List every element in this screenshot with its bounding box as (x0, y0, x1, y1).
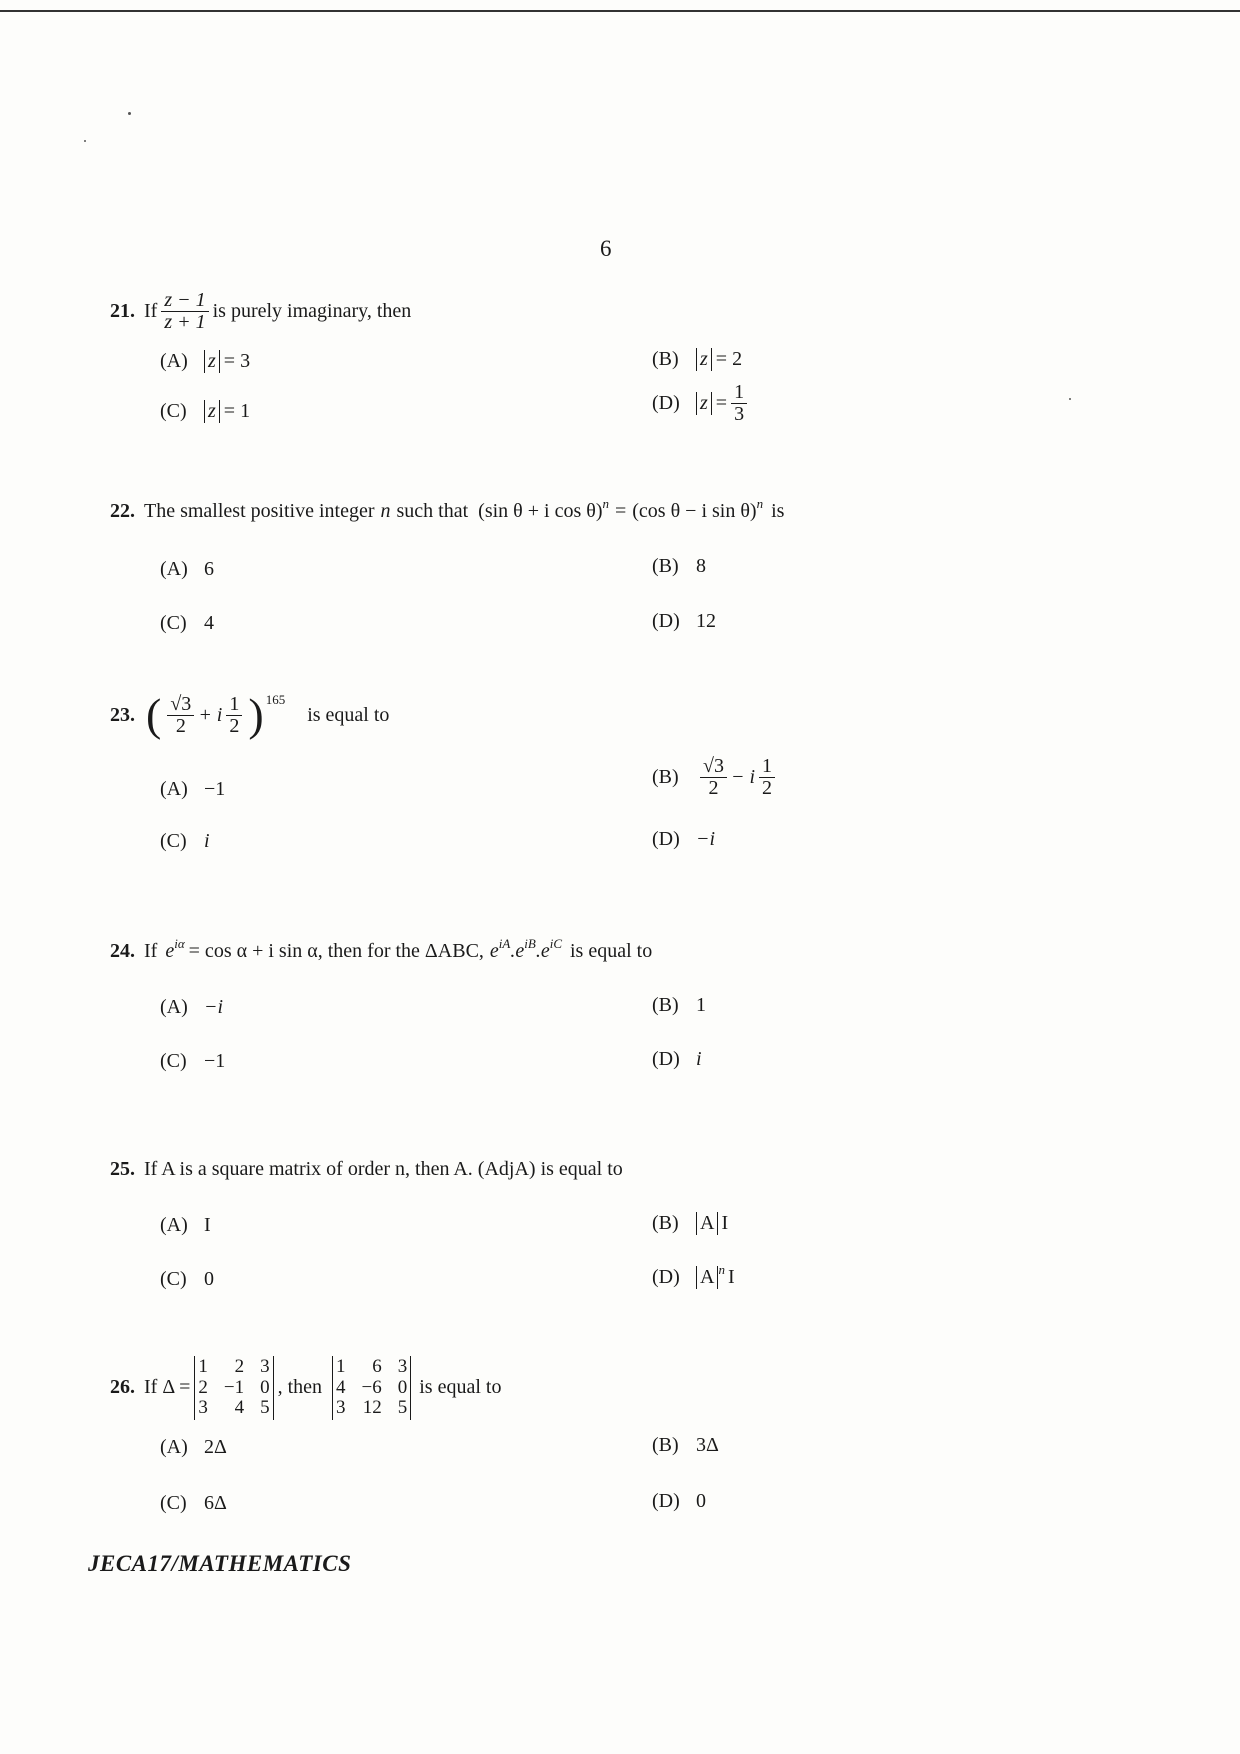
exponent: iB (524, 935, 536, 951)
matrix-entry: −1 (223, 1376, 245, 1398)
determinant-delta (194, 1356, 273, 1420)
option-d[interactable] (652, 1490, 706, 1513)
question-22 (110, 495, 1170, 523)
exponent: iA (498, 935, 511, 951)
abs-value: z (204, 400, 220, 423)
question-text: If Δ = (144, 1376, 191, 1399)
option-value: 6 (204, 558, 214, 580)
option-value: 6Δ (204, 1492, 227, 1514)
minus-i: − i (730, 766, 756, 788)
option-label: (D) (652, 1266, 680, 1288)
scan-speck (128, 112, 131, 115)
option-a[interactable] (160, 778, 225, 801)
exponent: iα (174, 935, 185, 951)
matrix-entry: −6 (361, 1376, 382, 1398)
dot-e: .e (510, 940, 525, 962)
option-label: (D) (652, 610, 680, 632)
matrix-entry: 3 (260, 1356, 270, 1377)
matrix-entry: 5 (260, 1397, 270, 1419)
option-label: (A) (160, 1214, 188, 1236)
option-value: I (727, 1266, 735, 1288)
option-value: −i (204, 996, 224, 1018)
option-label: (B) (652, 1434, 679, 1456)
exponent: iC (549, 935, 562, 951)
equals-sign: = (715, 392, 728, 414)
right-paren: ) (248, 689, 264, 740)
definition: = cos α + i sin α (188, 940, 318, 962)
option-c[interactable] (160, 1268, 214, 1291)
question-text: such that (396, 500, 469, 522)
option-value: 12 (696, 610, 716, 632)
question-text: If A is a square matrix of order n, then A. (AdjA) is equal to (144, 1158, 623, 1180)
matrix-entry: 1 (198, 1356, 208, 1377)
matrix-entry: 3 (336, 1397, 346, 1419)
option-a[interactable] (160, 350, 250, 373)
question-number: 24. (110, 940, 135, 962)
question-text: is equal to (419, 1376, 502, 1399)
option-label: (B) (652, 1212, 679, 1234)
option-d[interactable] (652, 382, 751, 425)
fraction (759, 756, 775, 799)
abs-value: A (696, 1212, 718, 1235)
matrix-entry: 3 (397, 1356, 408, 1377)
question-text: is purely imaginary, then (212, 300, 412, 322)
option-c[interactable] (160, 612, 214, 635)
option-b[interactable] (652, 994, 706, 1017)
option-value: 1 (696, 994, 706, 1016)
question-text: , then (277, 1376, 323, 1399)
dot-e: .e (535, 940, 550, 962)
option-label: (C) (160, 1050, 187, 1072)
option-label: (A) (160, 1436, 188, 1458)
option-value: 0 (696, 1490, 706, 1512)
expression-left: (sin θ + i cos θ) (478, 500, 603, 522)
option-label: (A) (160, 350, 188, 372)
matrix-entry: 0 (260, 1376, 270, 1398)
left-paren: ( (146, 689, 162, 740)
exponent: n (718, 1261, 725, 1277)
option-b[interactable] (652, 1212, 728, 1235)
denominator: z + 1 (164, 311, 206, 333)
option-value: i (204, 830, 210, 852)
equals-sign: = (614, 500, 627, 522)
option-c[interactable] (160, 1492, 227, 1515)
option-b[interactable] (652, 555, 706, 578)
question-number: 23. (110, 703, 135, 726)
option-value: −1 (204, 778, 226, 800)
option-label: (A) (160, 778, 188, 800)
option-label: (C) (160, 1268, 187, 1290)
option-label: (D) (652, 828, 680, 850)
question-number: 21. (110, 300, 135, 322)
option-a[interactable] (160, 558, 214, 581)
question-number: 26. (110, 1376, 135, 1399)
question-text: is equal to (570, 940, 653, 962)
option-value: I (204, 1214, 211, 1236)
option-b[interactable] (652, 1434, 719, 1457)
determinant-second (332, 1356, 411, 1420)
exponent: n (602, 495, 609, 511)
question-24 (110, 935, 1170, 963)
question-text: is equal to (307, 703, 390, 726)
abs-value: z (696, 392, 712, 415)
option-label: (D) (652, 392, 680, 414)
denominator: 3 (734, 403, 745, 425)
numerator: 1 (731, 382, 747, 404)
option-value: = 3 (223, 350, 251, 372)
question-21 (110, 290, 1170, 333)
matrix-entry: 2 (198, 1376, 208, 1398)
matrix-entry: 0 (397, 1376, 408, 1398)
fraction (700, 756, 727, 799)
denominator: 2 (708, 777, 719, 799)
numerator: 1 (226, 694, 242, 716)
option-label: (C) (160, 400, 187, 422)
option-d[interactable] (652, 1048, 702, 1071)
option-value: I (721, 1212, 729, 1234)
matrix-entry: 1 (336, 1356, 346, 1377)
matrix-entry: 6 (372, 1356, 382, 1377)
scan-speck (1069, 398, 1071, 400)
option-label: (A) (160, 558, 188, 580)
option-a[interactable] (160, 1214, 211, 1237)
question-26 (110, 1356, 1170, 1420)
numerator: 1 (759, 756, 775, 778)
option-label: (C) (160, 612, 187, 634)
fraction (161, 290, 208, 333)
option-value: 8 (696, 555, 706, 577)
fraction (167, 694, 194, 737)
option-label: (B) (652, 994, 679, 1016)
abs-value: A (696, 1266, 718, 1289)
option-value: = 2 (715, 348, 743, 370)
option-value: i (696, 1048, 702, 1070)
matrix-entry: 4 (234, 1397, 245, 1419)
matrix-entry: 4 (336, 1376, 346, 1398)
abs-value: z (204, 350, 220, 373)
option-d[interactable] (652, 828, 715, 851)
option-label: (A) (160, 996, 188, 1018)
page-number: 6 (600, 236, 612, 261)
option-d[interactable] (652, 610, 716, 633)
top-rule (0, 10, 1240, 12)
option-label: (B) (652, 766, 679, 788)
exponent: n (756, 495, 764, 511)
numerator: √3 (167, 694, 194, 716)
option-value: 0 (204, 1268, 214, 1290)
option-value: 2Δ (204, 1436, 227, 1458)
question-text: is (771, 500, 785, 522)
base-e: e (489, 940, 499, 962)
plus-i: + i (198, 703, 223, 726)
option-label: (C) (160, 830, 187, 852)
matrix-entry: 3 (198, 1397, 208, 1419)
base-e: e (165, 940, 175, 962)
question-text: If (144, 940, 158, 962)
fraction (731, 382, 747, 425)
option-a[interactable] (160, 996, 223, 1019)
option-value: −i (696, 828, 716, 850)
scan-speck (84, 140, 86, 142)
denominator: 2 (175, 714, 186, 737)
footer-code: JECA17/MATHEMATICS (88, 1551, 352, 1576)
option-b[interactable] (652, 756, 779, 799)
option-c[interactable] (160, 830, 210, 853)
option-a[interactable] (160, 1436, 227, 1459)
question-number: 22. (110, 500, 135, 522)
option-d[interactable] (652, 1261, 735, 1289)
exponent: 165 (265, 692, 286, 707)
option-b[interactable] (652, 348, 742, 371)
abs-value: z (696, 348, 712, 371)
option-value: = 1 (223, 400, 251, 422)
question-text: If (144, 300, 158, 322)
matrix-entry: 12 (362, 1397, 382, 1419)
numerator: z − 1 (161, 290, 208, 312)
question-text: The smallest positive integer (144, 500, 375, 522)
variable-n: n (380, 500, 391, 522)
question-number: 25. (110, 1158, 135, 1180)
option-value: −1 (204, 1050, 226, 1072)
option-value: 3Δ (696, 1434, 719, 1456)
option-label: (C) (160, 1492, 187, 1514)
matrix-entry: 2 (234, 1356, 245, 1377)
option-label: (D) (652, 1490, 680, 1512)
option-label: (B) (652, 555, 679, 577)
denominator: 2 (229, 714, 240, 737)
option-value: 4 (204, 612, 214, 634)
option-label: (D) (652, 1048, 680, 1070)
numerator: √3 (700, 756, 727, 778)
question-25 (110, 1158, 1170, 1181)
expression-right: (cos θ − i sin θ) (632, 500, 757, 522)
option-label: (B) (652, 348, 679, 370)
question-text: , then for the ΔABC, (317, 940, 484, 962)
option-c[interactable] (160, 400, 250, 423)
fraction (226, 694, 242, 737)
denominator: 2 (762, 777, 773, 799)
question-23 (110, 689, 1170, 740)
option-c[interactable] (160, 1050, 225, 1073)
matrix-entry: 5 (397, 1397, 408, 1419)
